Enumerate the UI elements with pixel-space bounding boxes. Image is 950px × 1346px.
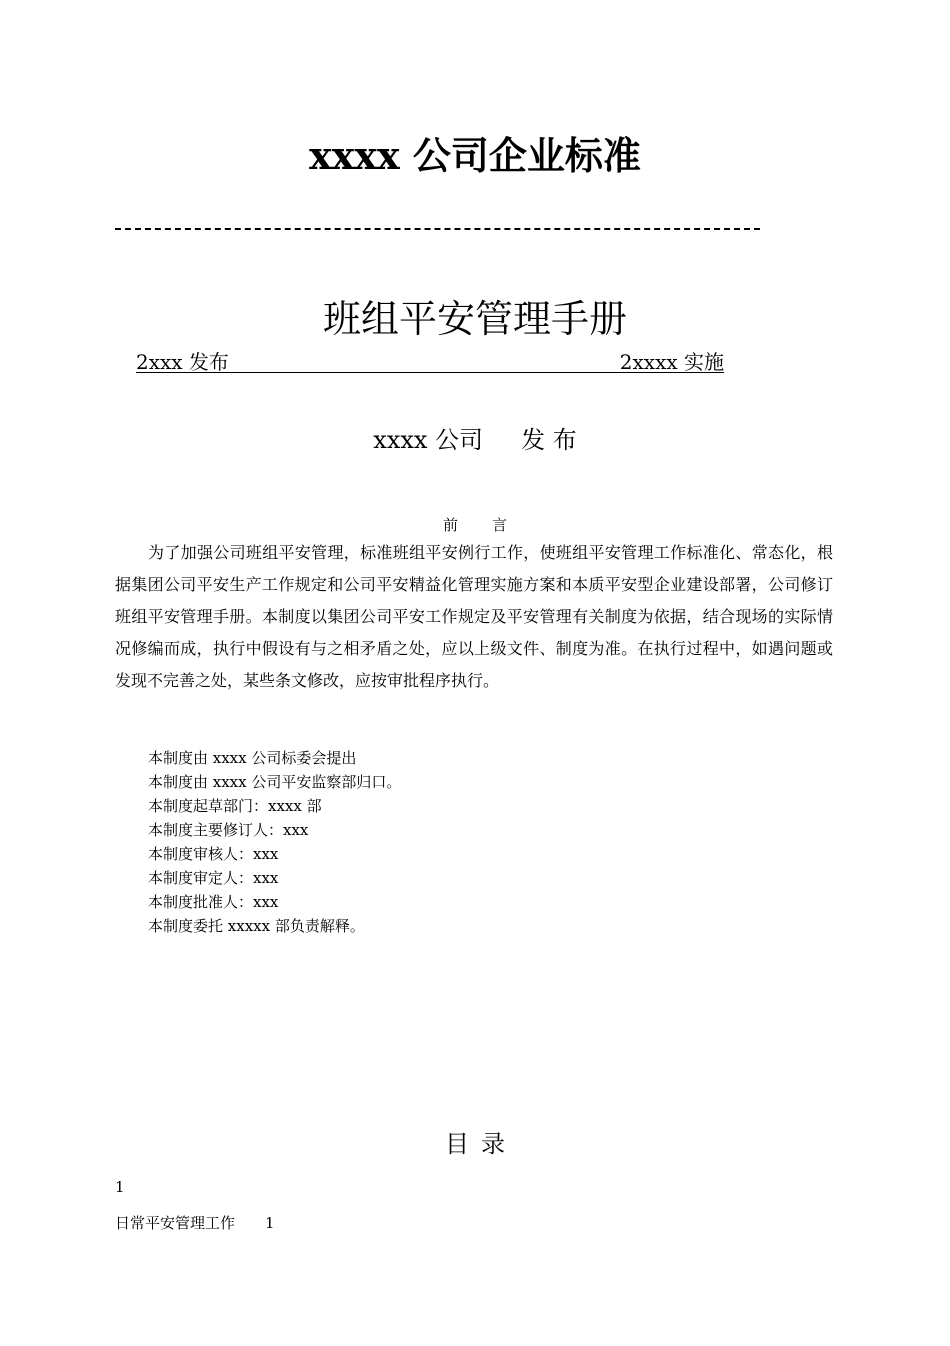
toc-entry-label: 日常平安管理工作 [115, 1214, 236, 1232]
meta-item: 本制度由 xxxx 公司标委会提出 [148, 749, 357, 767]
preface-heading [0, 514, 950, 535]
meta-item: 本制度由 xxxx 公司平安监察部归口。 [148, 773, 402, 791]
preface-heading-left: 前 [442, 516, 458, 534]
publisher-action: 发 布 [521, 426, 577, 454]
toc-heading-right: 录 [481, 1130, 505, 1158]
preface-heading-right: 言 [492, 516, 508, 534]
meta-item: 本制度批准人：xxx [148, 893, 279, 911]
toc-heading [0, 1124, 950, 1159]
meta-item: 本制度审核人：xxx [148, 845, 279, 863]
meta-item: 本制度审定人：xxx [148, 869, 279, 887]
implement-date: 2xxxx 实施 [619, 350, 724, 374]
toc-heading-left: 目 [445, 1130, 469, 1158]
publisher-line [0, 420, 950, 455]
toc-entry[interactable] [115, 1212, 275, 1233]
preface-body: 为了加强公司班组平安管理，标准班组平安例行工作，使班组平安管理工作标准化、常态化，根据集团公司平安生产工作规定和公司平安精益化管理实施方案和本质平安型企业建设部署，公司修订班组平安管理手册。本制度以集团公司平安工作规定及平安管理有关制度为依据，结合现场的实际情况修编而成，执行中假设有与之相矛盾之处，应以上级文件、制度为准。在执行过程中，如遇问题或发现不完善之处，某些条文修改，应按审批程序执行。 [115, 543, 833, 690]
meta-item: 本制度委托 xxxxx 部负责解释。 [148, 917, 365, 935]
meta-item: 本制度主要修订人：xxx [148, 821, 309, 839]
toc-number: 1 [115, 1178, 125, 1196]
issue-date: 2xxx 发布 [136, 350, 229, 374]
header-divider [115, 228, 760, 230]
standard-title: xxxx 公司企业标准 [309, 133, 641, 178]
document-title: 班组平安管理手册 [322, 297, 627, 341]
meta-item: 本制度起草部门：xxxx 部 [148, 797, 322, 815]
date-line [136, 346, 724, 373]
meta-list [148, 746, 401, 938]
toc-entry-page: 1 [265, 1214, 275, 1232]
publisher-company: xxxx 公司 [373, 426, 484, 454]
